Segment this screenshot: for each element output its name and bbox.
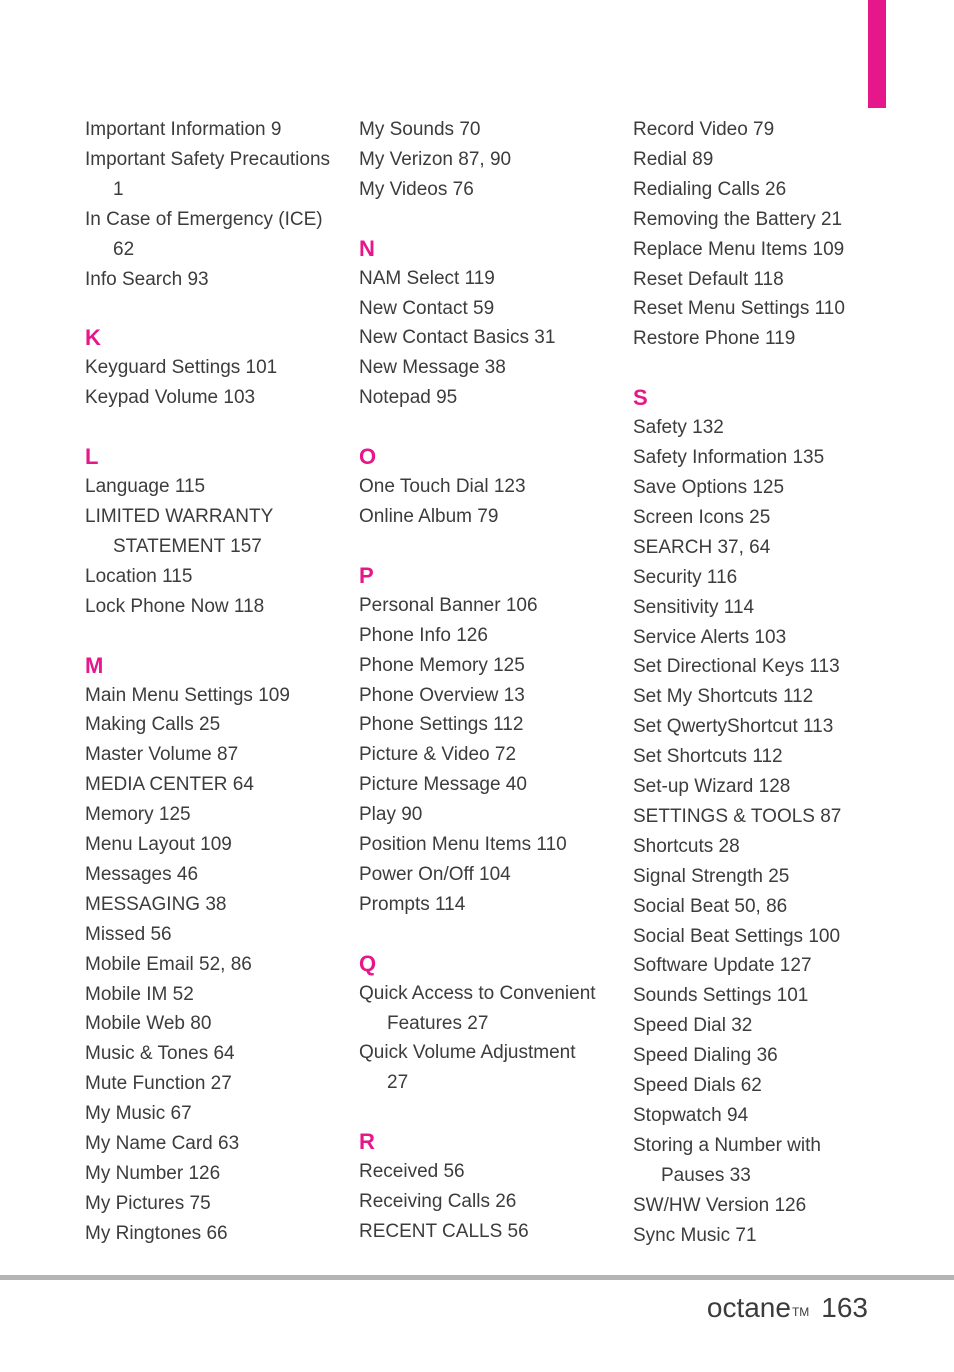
index-entry: Save Options 125 bbox=[633, 476, 785, 498]
index-entry: Important Safety Precautions bbox=[85, 148, 331, 170]
index-entry: Phone Settings 112 bbox=[359, 714, 524, 736]
index-letter-heading: S bbox=[633, 385, 648, 411]
index-entry: Set Shortcuts 112 bbox=[633, 746, 783, 768]
index-entry: Main Menu Settings 109 bbox=[85, 684, 290, 706]
index-entry: SW/HW Version 126 bbox=[633, 1194, 807, 1216]
index-entry: My Sounds 70 bbox=[359, 119, 481, 140]
index-entry: Safety 132 bbox=[633, 417, 724, 439]
index-column-1 bbox=[85, 115, 335, 1249]
index-entry: Stopwatch 94 bbox=[633, 1105, 749, 1126]
index-entry: Play 90 bbox=[359, 804, 423, 826]
index-entry: Social Beat Settings 100 bbox=[633, 925, 841, 947]
index-entry: Redial 89 bbox=[633, 148, 714, 170]
index-letter-heading: O bbox=[359, 444, 377, 470]
index-entry: Record Video 79 bbox=[633, 119, 775, 140]
index-entry: My Ringtones 66 bbox=[85, 1222, 228, 1244]
index-entry: My Music 67 bbox=[85, 1103, 192, 1125]
index-entry: Screen Icons 25 bbox=[633, 506, 771, 528]
index-entry: My Pictures 75 bbox=[85, 1192, 211, 1214]
index-entry: My Name Card 63 bbox=[85, 1133, 240, 1155]
index-entry: Notepad 95 bbox=[359, 387, 458, 409]
index-entry: Lock Phone Now 118 bbox=[85, 595, 265, 617]
index-entry: SETTINGS & TOOLS 87 bbox=[633, 805, 842, 827]
index-entry: New Contact Basics 31 bbox=[359, 327, 556, 349]
index-entry-continuation: Pauses 33 bbox=[661, 1164, 751, 1186]
page-number: 163 bbox=[821, 1292, 868, 1323]
index-entry: Memory 125 bbox=[85, 804, 191, 826]
footer-rule bbox=[0, 1275, 954, 1280]
index-entry: Safety Information 135 bbox=[633, 447, 825, 469]
index-entry-continuation: 62 bbox=[113, 238, 135, 260]
index-entry: LIMITED WARRANTY bbox=[85, 505, 274, 527]
index-entry-continuation: 27 bbox=[387, 1072, 409, 1094]
index-entry: Menu Layout 109 bbox=[85, 834, 232, 856]
index-column-2 bbox=[359, 115, 609, 1247]
index-entry: Reset Default 118 bbox=[633, 268, 784, 290]
index-entry: Restore Phone 119 bbox=[633, 328, 796, 350]
index-entry: Language 115 bbox=[85, 476, 206, 498]
index-entry: Set My Shortcuts 112 bbox=[633, 686, 814, 708]
index-entry: Prompts 114 bbox=[359, 893, 466, 915]
index-entry: RECENT CALLS 56 bbox=[359, 1221, 529, 1242]
index-entry: Speed Dial 32 bbox=[633, 1015, 753, 1037]
index-entry: Social Beat 50, 86 bbox=[633, 895, 788, 917]
index-letter-heading: L bbox=[85, 444, 99, 470]
index-entry: Set Directional Keys 113 bbox=[633, 656, 840, 678]
index-entry: New Message 38 bbox=[359, 357, 506, 379]
index-entry: In Case of Emergency (ICE) bbox=[85, 208, 323, 230]
index-entry: My Number 126 bbox=[85, 1163, 221, 1184]
index-letter-heading: N bbox=[359, 235, 375, 261]
index-entry: Shortcuts 28 bbox=[633, 835, 740, 857]
index-column-3 bbox=[633, 115, 883, 1251]
index-entry: Online Album 79 bbox=[359, 505, 499, 527]
index-entry: Location 115 bbox=[85, 565, 193, 587]
trademark-symbol: TM bbox=[791, 1305, 810, 1319]
index-entry: Making Calls 25 bbox=[85, 714, 221, 736]
index-entry: Important Information 9 bbox=[85, 119, 282, 140]
index-entry-continuation: 1 bbox=[113, 178, 124, 200]
brand-name: octane bbox=[706, 1292, 791, 1323]
index-entry-continuation: Features 27 bbox=[387, 1012, 489, 1034]
index-entry: Service Alerts 103 bbox=[633, 626, 787, 648]
index-entry: SEARCH 37, 64 bbox=[633, 536, 771, 558]
index-entry: Mute Function 27 bbox=[85, 1073, 232, 1095]
index-entry: Master Volume 87 bbox=[85, 744, 239, 766]
index-entry: Keypad Volume 103 bbox=[85, 387, 256, 409]
index-entry: Replace Menu Items 109 bbox=[633, 238, 845, 260]
index-entry: My Verizon 87, 90 bbox=[359, 148, 512, 170]
index-entry: Messages 46 bbox=[85, 863, 199, 885]
index-entry: Set QwertyShortcut 113 bbox=[633, 716, 834, 738]
index-entry: Redialing Calls 26 bbox=[633, 178, 787, 200]
index-entry: NAM Select 119 bbox=[359, 267, 495, 289]
index-entry: Picture & Video 72 bbox=[359, 744, 517, 766]
index-entry: Sync Music 71 bbox=[633, 1224, 757, 1246]
index-entry: Missed 56 bbox=[85, 923, 172, 945]
index-entry: New Contact 59 bbox=[359, 297, 495, 319]
index-entry-continuation: STATEMENT 157 bbox=[113, 535, 262, 557]
index-letter-heading: R bbox=[359, 1129, 375, 1155]
index-entry: Personal Banner 106 bbox=[359, 594, 538, 616]
index-entry: Storing a Number with bbox=[633, 1134, 821, 1156]
index-entry: Removing the Battery 21 bbox=[633, 208, 843, 230]
index-entry: Picture Message 40 bbox=[359, 774, 527, 796]
index-entry: Phone Overview 13 bbox=[359, 684, 525, 706]
index-entry: Power On/Off 104 bbox=[359, 863, 511, 885]
index-entry: MEDIA CENTER 64 bbox=[85, 774, 254, 796]
index-entry: MESSAGING 38 bbox=[85, 893, 227, 915]
index-letter-heading: M bbox=[85, 652, 104, 678]
index-entry: Mobile IM 52 bbox=[85, 983, 194, 1005]
index-entry: Reset Menu Settings 110 bbox=[633, 298, 845, 320]
index-entry: Speed Dials 62 bbox=[633, 1075, 762, 1097]
index-entry: Mobile Email 52, 86 bbox=[85, 953, 252, 975]
index-entry: Signal Strength 25 bbox=[633, 865, 790, 887]
index-entry: Position Menu Items 110 bbox=[359, 834, 567, 856]
index-entry: Phone Memory 125 bbox=[359, 654, 525, 676]
index-entry: Speed Dialing 36 bbox=[633, 1045, 778, 1067]
index-letter-heading: K bbox=[85, 325, 101, 351]
index-entry: Receiving Calls 26 bbox=[359, 1191, 517, 1213]
index-entry: Music & Tones 64 bbox=[85, 1043, 235, 1065]
index-entry: Sounds Settings 101 bbox=[633, 985, 809, 1007]
index-entry: Security 116 bbox=[633, 566, 738, 588]
index-entry: One Touch Dial 123 bbox=[359, 476, 526, 498]
page-footer bbox=[707, 1288, 868, 1328]
index-entry: Software Update 127 bbox=[633, 955, 812, 977]
index-entry: Sensitivity 114 bbox=[633, 596, 755, 618]
index-entry: Set-up Wizard 128 bbox=[633, 776, 791, 798]
index-entry: My Videos 76 bbox=[359, 178, 474, 200]
index-entry: Keyguard Settings 101 bbox=[85, 357, 278, 379]
index-entry: Quick Volume Adjustment bbox=[359, 1042, 576, 1064]
index-letter-heading: Q bbox=[359, 950, 377, 976]
index-entry: Received 56 bbox=[359, 1161, 465, 1183]
index-entry: Quick Access to Convenient bbox=[359, 982, 596, 1004]
index-entry: Info Search 93 bbox=[85, 268, 209, 290]
index-letter-heading: P bbox=[359, 562, 374, 588]
section-tab-marker bbox=[868, 0, 886, 108]
index-entry: Mobile Web 80 bbox=[85, 1013, 212, 1035]
index-entry: Phone Info 126 bbox=[359, 624, 488, 646]
